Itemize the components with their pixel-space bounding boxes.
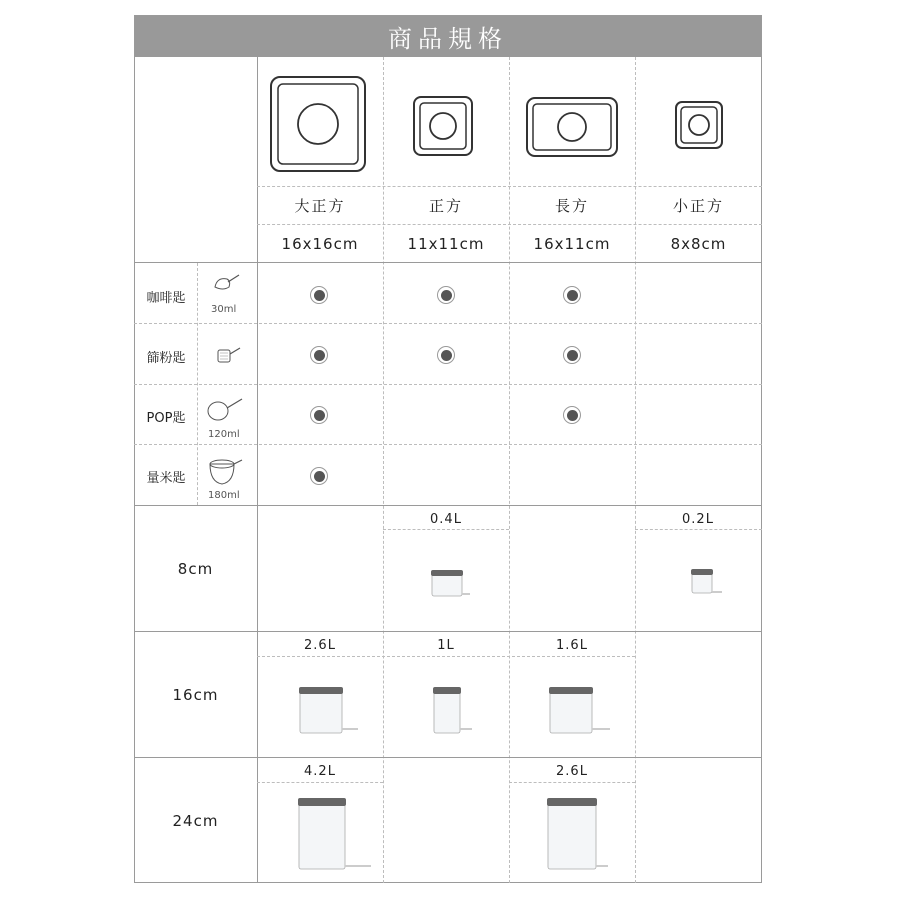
rice-spoon-volume: 180ml — [208, 490, 240, 501]
container-image-large-square-24cm — [297, 796, 375, 872]
pop-spoon-icon — [206, 396, 244, 424]
availability-dot — [310, 406, 328, 424]
container-image-large-square-16cm — [298, 685, 360, 735]
volume-label: 1.6L — [556, 638, 588, 653]
col-divider — [635, 57, 636, 883]
height-24cm-label: 24cm — [172, 811, 219, 830]
small-square-container-icon — [675, 101, 723, 149]
volume-label: 2.6L — [304, 638, 336, 653]
coffee-spoon-icon — [213, 273, 241, 297]
col-size-large-square: 16x16cm — [281, 234, 359, 253]
vol-divider — [257, 782, 383, 783]
vol-divider — [257, 656, 635, 657]
page-title: 商品規格 — [134, 15, 762, 57]
sifter-spoon-icon — [216, 344, 242, 366]
availability-dot — [437, 346, 455, 364]
row-divider — [134, 384, 762, 385]
volume-label: 1L — [437, 638, 455, 653]
col-size-square: 11x11cm — [407, 234, 485, 253]
availability-dot — [310, 286, 328, 304]
availability-dot — [563, 286, 581, 304]
vol-divider — [635, 529, 762, 530]
volume-label: 4.2L — [304, 764, 336, 779]
rectangle-container-icon — [526, 97, 618, 157]
volume-label: 0.2L — [682, 512, 714, 527]
vol-divider — [383, 529, 509, 530]
container-image-square-8cm — [430, 568, 470, 598]
large-square-container-icon — [270, 76, 366, 172]
spoon-name-sifter: 篩粉匙 — [146, 350, 186, 366]
availability-dot — [563, 346, 581, 364]
vol-divider — [509, 782, 635, 783]
availability-dot — [563, 406, 581, 424]
col-size-rectangle: 16x11cm — [533, 234, 611, 253]
availability-dot — [437, 286, 455, 304]
row-divider — [134, 444, 762, 445]
pop-spoon-volume: 120ml — [208, 429, 240, 440]
spoon-name-pop: POP匙 — [146, 410, 186, 426]
height-16cm-label: 16cm — [172, 685, 219, 704]
col-name-large-square: 大正方 — [294, 197, 346, 215]
spoon-name-coffee: 咖啡匙 — [146, 290, 186, 306]
col-name-rectangle: 長方 — [554, 197, 589, 215]
square-container-icon — [413, 96, 473, 156]
spoon-name-rice: 量米匙 — [146, 470, 186, 486]
volume-label: 0.4L — [430, 512, 462, 527]
row-divider — [134, 262, 762, 263]
col-name-square: 正方 — [428, 197, 463, 215]
col-divider — [257, 57, 258, 883]
volume-label: 2.6L — [556, 764, 588, 779]
col-divider — [509, 57, 510, 883]
coffee-spoon-volume: 30ml — [211, 304, 237, 315]
col-size-small-square: 8x8cm — [670, 234, 727, 253]
container-image-rectangle-16cm — [548, 685, 612, 735]
container-image-small-square-8cm — [690, 566, 724, 596]
height-8cm-label: 8cm — [177, 559, 214, 578]
availability-dot — [310, 467, 328, 485]
container-image-square-16cm — [432, 685, 476, 735]
container-image-rectangle-24cm — [546, 796, 610, 872]
col-divider — [383, 57, 384, 883]
col-name-small-square: 小正方 — [672, 197, 724, 215]
rice-spoon-icon — [208, 456, 244, 488]
availability-dot — [310, 346, 328, 364]
row-divider — [134, 323, 762, 324]
